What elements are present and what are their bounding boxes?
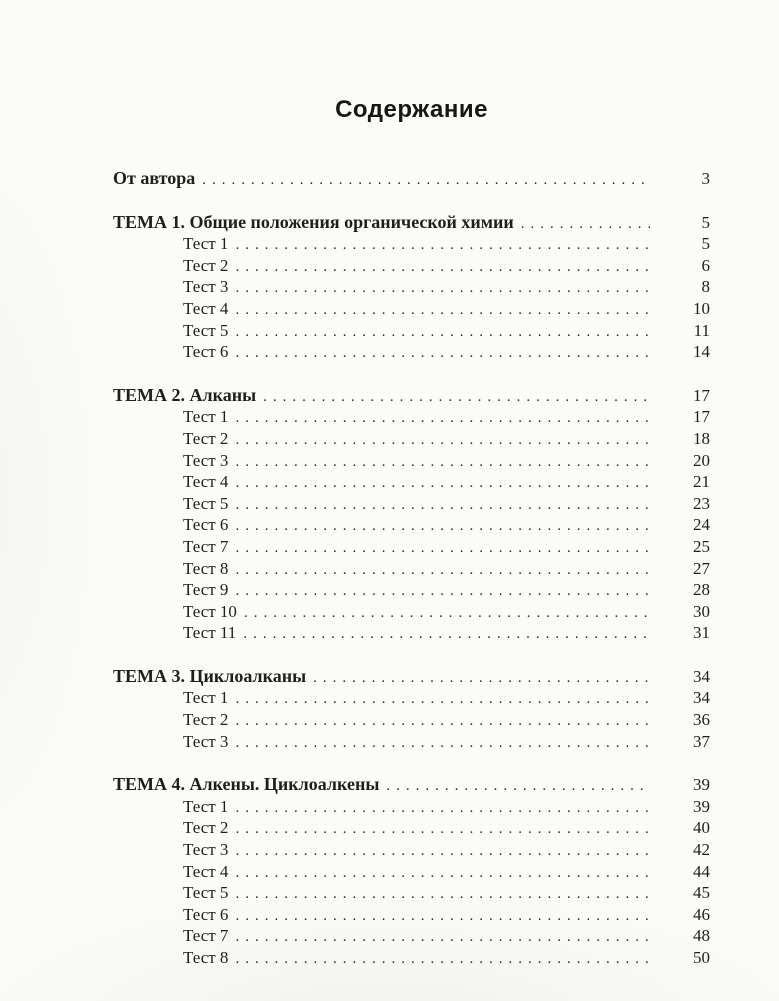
toc-entry-label: Тест 8 (183, 558, 229, 578)
toc-entry-label: От автора (113, 168, 196, 188)
toc-entry-test (113, 299, 710, 321)
toc-entry-label: ТЕМА 3. Циклоалканы (113, 665, 307, 686)
toc-entry-page: 20 (693, 450, 710, 470)
toc-entry-page: 5 (701, 234, 710, 254)
toc-entry-page: 6 (701, 255, 710, 275)
toc-entry-test (113, 559, 710, 581)
dot-leader (237, 603, 650, 624)
toc-entry-test (113, 818, 710, 840)
dot-leader (228, 689, 650, 710)
toc-entry-test (113, 732, 710, 754)
toc-entry-test (113, 407, 710, 429)
toc-entry-test (113, 537, 710, 559)
toc-entry-label: Тест 3 (183, 731, 229, 751)
dot-leader (228, 516, 650, 537)
dot-leader (228, 560, 650, 581)
dot-leader (228, 798, 650, 819)
toc-entry-label: Тест 1 (183, 407, 229, 427)
dot-leader (228, 949, 650, 970)
toc-entry-label: ТЕМА 2. Алканы (113, 384, 257, 405)
dot-leader (256, 387, 650, 408)
toc-entry-page: 24 (693, 515, 710, 535)
toc-entry-test (113, 948, 710, 970)
dot-leader (228, 257, 650, 278)
toc-entry-label: Тест 11 (183, 623, 237, 643)
toc-entry-label: Тест 6 (183, 515, 229, 535)
toc-entry-label: Тест 6 (183, 904, 229, 924)
toc-entry-label: Тест 2 (183, 255, 229, 275)
toc-entry-page: 3 (701, 169, 710, 188)
dot-leader (228, 906, 650, 927)
toc-entry-page: 34 (693, 666, 710, 686)
toc-entry-page: 34 (693, 688, 710, 708)
toc-entry-page: 17 (693, 407, 710, 427)
dot-leader (228, 819, 650, 840)
dot-leader (228, 235, 650, 256)
toc-entry-test (113, 797, 710, 819)
toc-entry-label: Тест 7 (183, 926, 229, 946)
toc-entry-label: Тест 1 (183, 688, 229, 708)
toc-entry-page: 5 (701, 212, 710, 232)
toc-entry-test (113, 862, 710, 884)
toc-entry-label: Тест 1 (183, 796, 229, 816)
toc-entry-page: 48 (693, 926, 710, 946)
toc-entry-page: 31 (693, 623, 710, 643)
toc-entry-label: Тест 6 (183, 342, 229, 362)
toc-entry-test (113, 321, 710, 343)
dot-leader (228, 927, 650, 948)
toc-section-heading (113, 212, 710, 235)
dot-leader (228, 278, 650, 299)
toc-entry-page: 25 (693, 536, 710, 556)
dot-leader (228, 452, 650, 473)
toc-entry-test (113, 342, 710, 364)
dot-leader (514, 214, 650, 235)
toc-entry-page: 39 (693, 796, 710, 816)
toc-entry-page: 50 (693, 948, 710, 967)
dot-leader (228, 733, 650, 754)
toc-entry-page: 46 (693, 904, 710, 924)
page-title: Содержание (335, 96, 488, 123)
toc-entry-label: Тест 4 (183, 861, 229, 881)
dot-leader (228, 430, 650, 451)
toc-entry-test (113, 515, 710, 537)
toc-entry-label: Тест 2 (183, 818, 229, 838)
toc-entry-label: Тест 3 (183, 840, 229, 860)
toc-entry-test (113, 602, 710, 624)
toc-entry-label: Тест 8 (183, 948, 229, 967)
toc-list (113, 168, 710, 970)
dot-leader (228, 863, 650, 884)
toc-entry-test (113, 926, 710, 948)
dot-leader (228, 473, 650, 494)
dot-leader (228, 495, 650, 516)
dot-leader (228, 581, 650, 602)
toc-entry-label: ТЕМА 1. Общие положения органической химии (113, 211, 514, 232)
toc-entry-label: ТЕМА 4. Алкены. Циклоалкены (113, 774, 380, 795)
toc-entry-page: 14 (693, 342, 710, 362)
toc-entry-page: 37 (693, 731, 710, 751)
toc-entry-page: 11 (693, 320, 710, 340)
toc-entry-label: Тест 7 (183, 536, 229, 556)
dot-leader (306, 668, 650, 689)
toc-entry-label: Тест 5 (183, 493, 229, 513)
toc-section-heading (113, 666, 710, 689)
toc-entry-test (113, 472, 710, 494)
toc-entry-test (113, 688, 710, 710)
toc-entry-test (113, 451, 710, 473)
toc-entry-label: Тест 2 (183, 710, 229, 730)
toc-entry-page: 18 (693, 428, 710, 448)
toc-entry-page: 23 (693, 493, 710, 513)
dot-leader (228, 408, 650, 429)
toc-entry-page: 28 (693, 580, 710, 600)
toc-entry-test (113, 883, 710, 905)
toc-entry-test (113, 905, 710, 927)
toc-entry-page: 44 (693, 861, 710, 881)
toc-section-heading (113, 774, 710, 797)
dot-leader (228, 711, 650, 732)
dot-leader (228, 343, 650, 364)
toc-entry-page: 45 (693, 883, 710, 903)
toc-entry-page: 10 (693, 298, 710, 318)
toc-entry-page: 40 (693, 818, 710, 838)
toc-entry-test (113, 429, 710, 451)
dot-leader (228, 841, 650, 862)
toc-entry-page: 42 (693, 840, 710, 860)
toc-entry-label: Тест 3 (183, 450, 229, 470)
toc-entry-page: 30 (693, 601, 710, 621)
dot-leader (228, 538, 650, 559)
dot-leader (195, 170, 650, 191)
toc-entry-label: Тест 5 (183, 883, 229, 903)
toc-entry-page: 21 (693, 472, 710, 492)
toc-entry-label: Тест 10 (183, 601, 237, 621)
toc-entry-test (113, 840, 710, 862)
toc-entry-label: Тест 5 (183, 320, 229, 340)
toc-entry-page: 8 (701, 277, 710, 297)
toc-entry-label: Тест 4 (183, 298, 229, 318)
toc-entry-page: 39 (693, 775, 710, 795)
toc-entry-page: 36 (693, 710, 710, 730)
toc-entry-label: Тест 2 (183, 428, 229, 448)
toc-entry-test (113, 710, 710, 732)
toc-entry-test (113, 494, 710, 516)
toc-entry-test (113, 256, 710, 278)
toc-entry-page: 17 (693, 385, 710, 405)
toc-entry-label: Тест 3 (183, 277, 229, 297)
toc-entry-label: Тест 1 (183, 234, 229, 254)
toc-entry-test (113, 580, 710, 602)
toc-entry-page: 27 (693, 558, 710, 578)
toc-entry-test (113, 277, 710, 299)
toc-entry-test (113, 234, 710, 256)
toc-section-heading (113, 385, 710, 408)
toc-entry-test (113, 623, 710, 645)
dot-leader (236, 624, 650, 645)
toc-entry-label: Тест 9 (183, 580, 229, 600)
dot-leader (379, 776, 650, 797)
dot-leader (228, 884, 650, 905)
dot-leader (228, 300, 650, 321)
toc-entry-label: Тест 4 (183, 472, 229, 492)
dot-leader (228, 322, 650, 343)
toc-entry-front-matter (113, 168, 710, 191)
